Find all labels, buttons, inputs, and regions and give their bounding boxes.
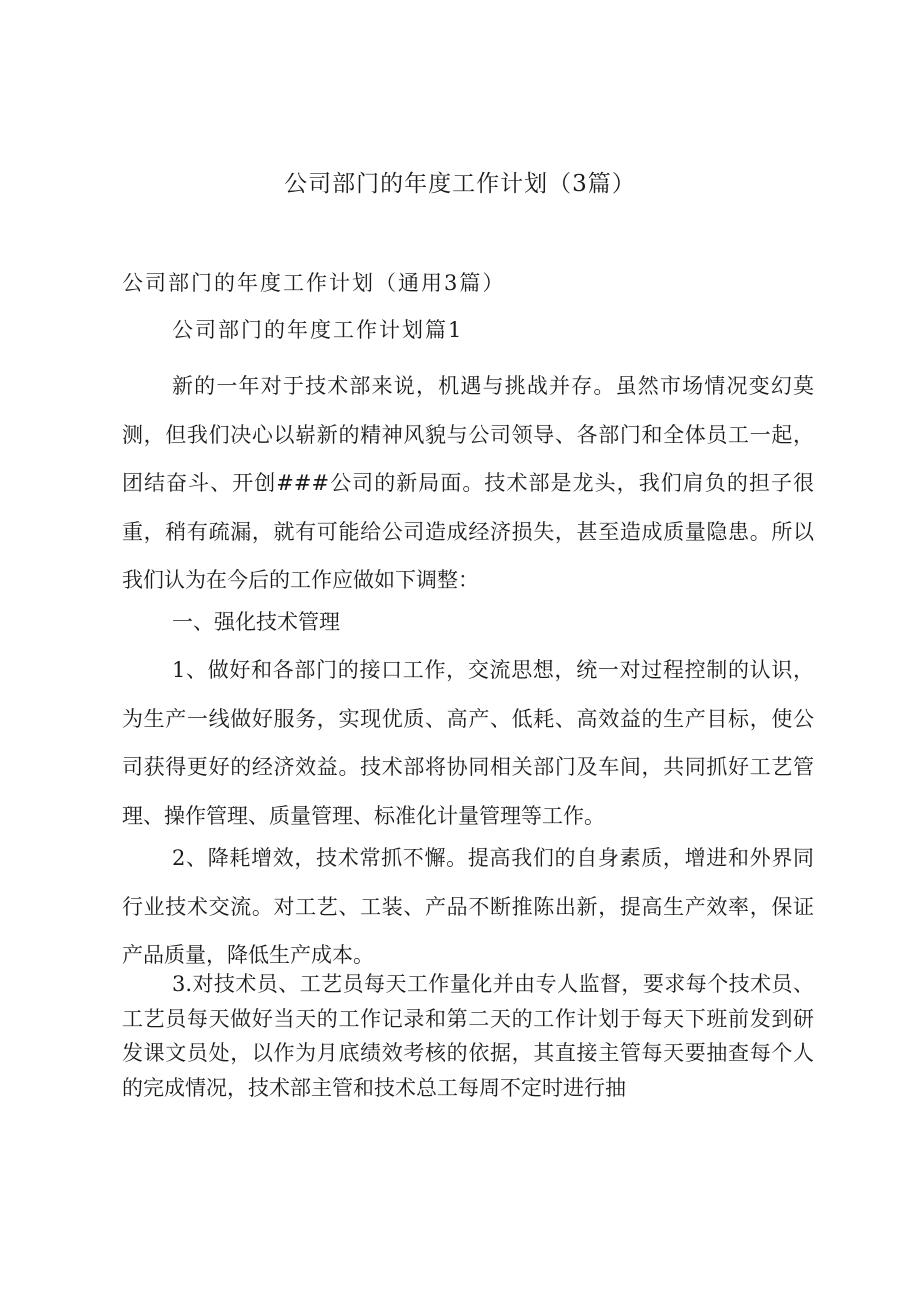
heading-strengthen-technical-management: 一、强化技术管理 (172, 610, 340, 634)
document-title: 公司部门的年度工作计划（3篇） (284, 171, 636, 197)
paragraph-item-3: 3.对技术员、工艺员每天工作量化并由专人监督，要求每个技术员、工艺员每天做好当天的工作记录和第二天的工作计划于每天下班前发到研发课文员处，以作为月底绩效考核的依据，其直接主管每天要抽查每个人的完成情况，技术部主管和技术总工每周不定时进行抽 (122, 972, 814, 1100)
section-heading: 公司部门的年度工作计划篇1 (172, 318, 464, 342)
paragraph-item-1: 1、做好和各部门的接口工作，交流思想，统一对过程控制的认识，为生产一线做好服务，实现优质、高产、低耗、高效益的生产目标，使公司获得更好的经济效益。技术部将协同相关部门及车间，共同抓好工艺管理、操作管理、质量管理、标准化计量管理等工作。 (122, 658, 814, 828)
document-subtitle: 公司部门的年度工作计划（通用3篇） (122, 271, 506, 295)
paragraph-item-2: 2、降耗增效，技术常抓不懈。提高我们的自身素质，增进和外界同行业技术交流。对工艺、工装、产品不断推陈出新，提高生产效率，保证产品质量，降低生产成本。 (122, 846, 814, 967)
paragraph-intro: 新的一年对于技术部来说，机遇与挑战并存。虽然市场情况变幻莫测，但我们决心以崭新的精神风貌与公司领导、各部门和全体员工一起，团结奋斗、开创###公司的新局面。技术部是龙头，我们肩负的担子很重，稍有疏漏，就有可能给公司造成经济损失，甚至造成质量隐患。所以我们认为在今后的工作应做如下调整： (122, 374, 814, 592)
